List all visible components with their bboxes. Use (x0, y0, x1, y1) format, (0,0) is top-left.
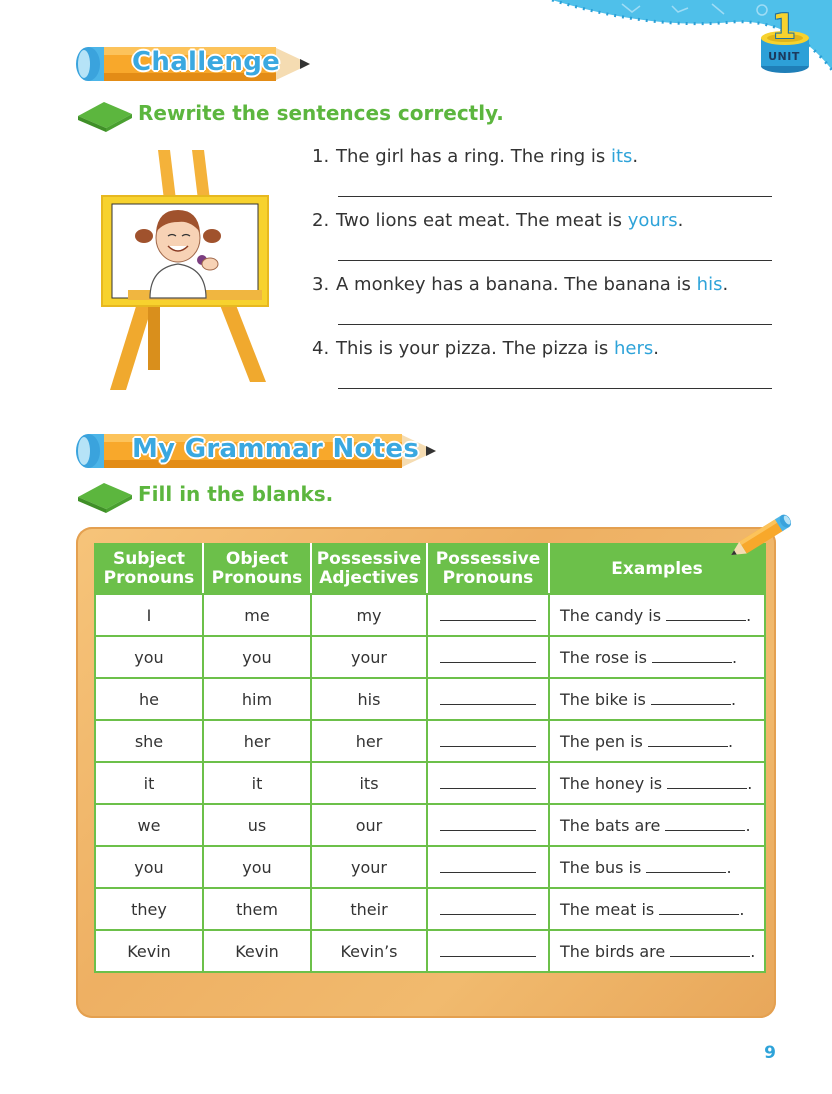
adjective-cell: its (311, 762, 427, 804)
challenge-title: Challenge (132, 47, 281, 77)
example-cell: The birds are . (549, 930, 765, 972)
notes-instruction-row (76, 479, 376, 513)
challenge-instruction-row (76, 98, 504, 132)
example-cell: The pen is . (549, 720, 765, 762)
example-cell: The bus is . (549, 846, 765, 888)
exercise-highlight-word: its (610, 146, 633, 167)
exercise-sentence (312, 335, 772, 363)
exercise-highlight-word: yours (627, 210, 678, 231)
exercise-sentence (312, 143, 772, 171)
table-row (95, 720, 765, 762)
exercise-number: 4. (312, 338, 330, 359)
exercise-text: This is your pizza. The pizza is (336, 338, 614, 359)
grammar-notes-table (94, 543, 766, 973)
answer-line[interactable] (338, 196, 772, 197)
exercise-period: . (653, 338, 659, 359)
table-row (95, 888, 765, 930)
subject-cell: I (95, 594, 203, 636)
object-cell: me (203, 594, 311, 636)
exercise-highlight-word: his (696, 274, 723, 295)
challenge-banner (74, 43, 314, 83)
exercise-number: 2. (312, 210, 330, 231)
subject-cell: you (95, 846, 203, 888)
header-possessive-adjectives: Possessive Adjectives (311, 544, 427, 594)
adjective-cell: my (311, 594, 427, 636)
object-cell: them (203, 888, 311, 930)
table-row (95, 678, 765, 720)
example-cell: The honey is . (549, 762, 765, 804)
possessive-pronoun-blank[interactable] (427, 930, 549, 972)
possessive-pronoun-blank[interactable] (427, 846, 549, 888)
example-cell: The meat is . (549, 888, 765, 930)
answer-line[interactable] (338, 388, 772, 389)
exercise-number: 3. (312, 274, 330, 295)
adjective-cell: our (311, 804, 427, 846)
adjective-cell: his (311, 678, 427, 720)
possessive-pronoun-blank[interactable] (427, 804, 549, 846)
example-blank[interactable] (666, 606, 746, 621)
challenge-exercise-list (312, 143, 772, 399)
notes-instruction: Fill in the blanks. (138, 482, 334, 506)
grammar-notes-title: My Grammar Notes (132, 434, 420, 464)
exercise-item (312, 207, 772, 271)
subject-cell: we (95, 804, 203, 846)
table-row (95, 594, 765, 636)
page-number: 9 (764, 1043, 776, 1063)
example-blank[interactable] (665, 816, 745, 831)
object-cell: us (203, 804, 311, 846)
subject-cell: you (95, 636, 203, 678)
header-possessive-pronouns: Possessive Pronouns (427, 544, 549, 594)
example-blank[interactable] (646, 858, 726, 873)
exercise-period: . (677, 210, 684, 231)
subject-cell: it (95, 762, 203, 804)
green-diamond-icon (76, 98, 136, 132)
possessive-pronoun-blank[interactable] (427, 594, 549, 636)
exercise-item (312, 271, 772, 335)
exercise-text: Two lions eat meat. The meat is (336, 210, 628, 231)
adjective-cell: your (311, 636, 427, 678)
example-blank[interactable] (652, 648, 732, 663)
possessive-pronoun-blank[interactable] (427, 678, 549, 720)
possessive-pronoun-blank[interactable] (427, 720, 549, 762)
subject-cell: she (95, 720, 203, 762)
example-blank[interactable] (651, 690, 731, 705)
object-cell: Kevin (203, 930, 311, 972)
possessive-pronoun-blank[interactable] (427, 636, 549, 678)
exercise-period: . (632, 146, 639, 167)
example-cell: The candy is . (549, 594, 765, 636)
example-cell: The bats are . (549, 804, 765, 846)
adjective-cell: your (311, 846, 427, 888)
exercise-period: . (722, 274, 729, 295)
grammar-notes-banner (74, 430, 440, 470)
example-blank[interactable] (659, 900, 739, 915)
adjective-cell: her (311, 720, 427, 762)
challenge-instruction: Rewrite the sentences correctly. (138, 101, 504, 125)
example-cell: The bike is . (549, 678, 765, 720)
exercise-sentence (312, 207, 772, 235)
table-row (95, 930, 765, 972)
adjective-cell: their (311, 888, 427, 930)
easel-girl-illustration (98, 150, 278, 392)
example-blank[interactable] (667, 774, 747, 789)
table-row (95, 804, 765, 846)
object-cell: him (203, 678, 311, 720)
small-pencil-icon (722, 512, 798, 562)
header-subject-pronouns: Subject Pronouns (95, 544, 203, 594)
header-object-pronouns: Object Pronouns (203, 544, 311, 594)
object-cell: her (203, 720, 311, 762)
subject-cell: Kevin (95, 930, 203, 972)
example-cell: The rose is . (549, 636, 765, 678)
possessive-pronoun-blank[interactable] (427, 762, 549, 804)
green-diamond-icon (76, 479, 136, 513)
table-row (95, 846, 765, 888)
exercise-text: The girl has a ring. The ring is (336, 146, 611, 167)
exercise-sentence (312, 271, 772, 299)
answer-line[interactable] (338, 324, 772, 325)
possessive-pronoun-blank[interactable] (427, 888, 549, 930)
exercise-item (312, 143, 772, 207)
exercise-highlight-word: hers (613, 338, 654, 359)
object-cell: you (203, 636, 311, 678)
adjective-cell: Kevin’s (311, 930, 427, 972)
exercise-number: 1. (312, 146, 330, 167)
exercise-text: A monkey has a banana. The banana is (336, 274, 697, 295)
example-blank[interactable] (648, 732, 728, 747)
example-blank[interactable] (670, 942, 750, 957)
answer-line[interactable] (338, 260, 772, 261)
table-header-row (95, 544, 765, 594)
object-cell: it (203, 762, 311, 804)
unit-label: UNIT (768, 50, 800, 63)
table-row (95, 636, 765, 678)
object-cell: you (203, 846, 311, 888)
header-examples: Examples (549, 544, 765, 594)
subject-cell: they (95, 888, 203, 930)
table-row (95, 762, 765, 804)
subject-cell: he (95, 678, 203, 720)
exercise-item (312, 335, 772, 399)
unit-number: 1 (772, 7, 796, 47)
